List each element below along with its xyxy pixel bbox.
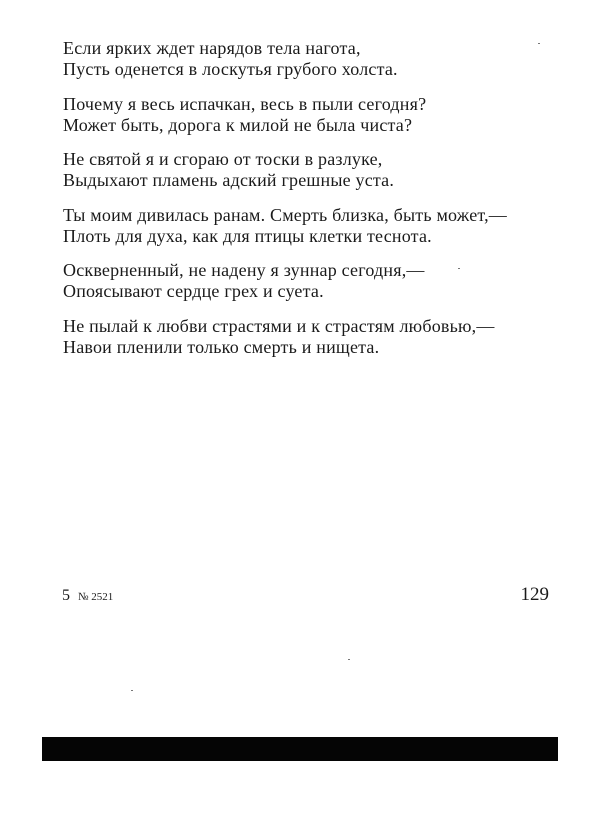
scan-speck — [538, 43, 540, 44]
poem-line: Навои пленили только смерть и нищета. — [63, 336, 380, 357]
poem-line: Может быть, дорога к милой не была чиста? — [63, 114, 413, 135]
page-number: 129 — [520, 584, 549, 605]
signature-number: 5 — [62, 587, 70, 604]
scan-border-bar — [42, 737, 558, 761]
poem — [63, 38, 563, 371]
poem-line: Не святой я и сгораю от тоски в разлуке, — [63, 149, 383, 169]
stanza — [63, 205, 563, 247]
scan-speck — [458, 268, 460, 269]
poem-line: Плоть для духа, как для птицы клетки теснота. — [63, 225, 432, 246]
printer-signature — [62, 587, 113, 605]
stanza — [63, 260, 563, 302]
poem-line: Пусть оденется в лоскутья грубого холста. — [63, 59, 398, 79]
stanza — [63, 149, 563, 191]
poem-line: Не пылай к любви страстями и к страстям любовью,— — [63, 315, 495, 336]
poem-line: Если ярких ждет нарядов тела нагота, — [63, 38, 361, 58]
stanza — [63, 38, 563, 80]
poem-line: Выдыхают пламень адский грешные уста. — [63, 170, 395, 190]
scan-speck — [131, 690, 133, 691]
stanza — [63, 94, 563, 136]
order-number: № 2521 — [78, 591, 114, 603]
poem-line: Ты моим дивилась ранам. Смерть близка, быть может,— — [63, 204, 507, 225]
poem-line: Оскверненный, не надену я зуннар сегодня,— — [63, 260, 425, 280]
poem-line: Опоясывают сердце грех и суета. — [63, 281, 324, 301]
stanza — [63, 316, 563, 358]
scan-speck — [348, 659, 350, 660]
poem-line: Почему я весь испачкан, весь в пыли сегодня? — [63, 93, 427, 114]
